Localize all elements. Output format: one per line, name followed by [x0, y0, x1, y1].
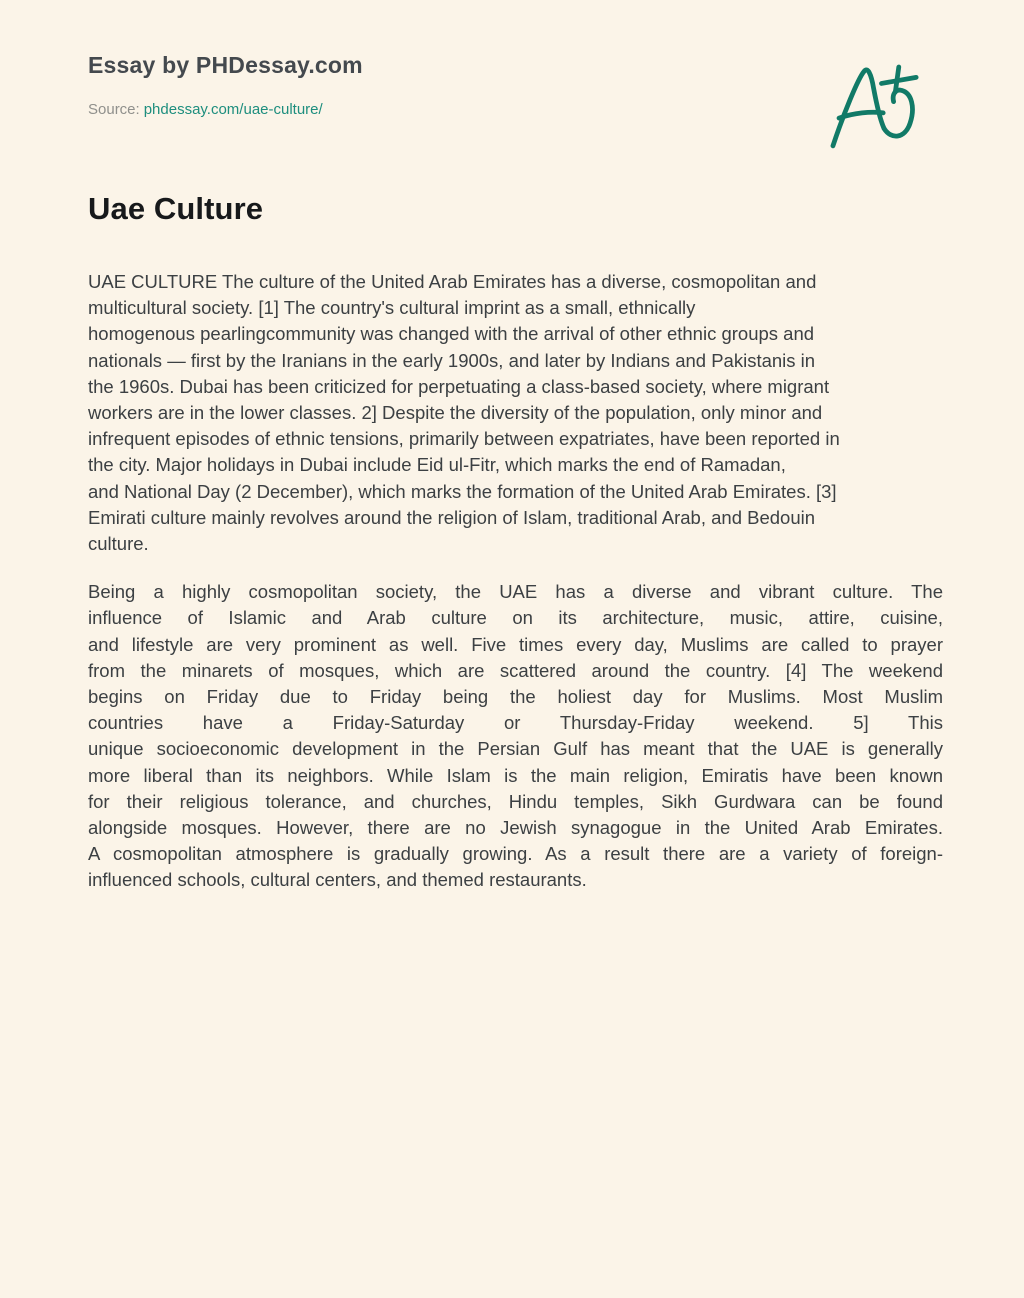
text-line: from the minarets of mosques, which are scattered around the country. [4] The weekend: [88, 659, 943, 681]
essay-paragraph-2: [88, 579, 943, 893]
text-line: more liberal than its neighbors. While Islam is the main religion, Emiratis have been known: [88, 764, 943, 786]
text-line: for their religious tolerance, and churches, Hindu temples, Sikh Gurdwara can be found: [88, 790, 943, 812]
logo-letter-a-stroke: [833, 70, 884, 146]
source-row: [88, 100, 943, 120]
text-line: Being a highly cosmopolitan society, the UAE has a diverse and vibrant culture. The: [88, 581, 943, 603]
text-line: homogenous pearlingcommunity was changed with the arrival of other ethnic groups and: [88, 323, 815, 345]
text-line: influenced schools, cultural centers, and themed restaurants.: [88, 869, 587, 891]
essay-title: Uae Culture: [88, 191, 264, 226]
text-line: the city. Major holidays in Dubai include Eid ul-Fitr, which marks the end of Ramadan,: [88, 454, 786, 476]
text-line: countries have a Friday-Saturday or Thursday-Friday weekend. 5] This: [88, 712, 943, 734]
text-line: multicultural society. [1] The country's cultural imprint as a small, ethnically: [88, 297, 696, 319]
text-line: A cosmopolitan atmosphere is gradually growing. As a result there are a variety of foreign-: [88, 843, 943, 865]
source-link[interactable]: phdessay.com/uae-culture/: [143, 101, 323, 118]
text-line: alongside mosques. However, there are no Jewish synagogue in the United Arab Emirates.: [88, 817, 943, 839]
text-line: and lifestyle are very prominent as well. Five times every day, Muslims are called to prayer: [88, 633, 943, 655]
text-line: and National Day (2 December), which marks the formation of the United Arab Emirates. [3]: [88, 480, 837, 502]
text-line: infrequent episodes of ethnic tensions, primarily between expatriates, have been reported in: [88, 428, 840, 450]
brand-title: Essay by PHDessay.com: [88, 52, 363, 78]
logo-swoosh-loop: [884, 90, 912, 136]
text-line: unique socioeconomic development in the Persian Gulf has meant that the UAE is generally: [88, 738, 943, 760]
logo-plus-horizontal: [881, 77, 916, 83]
text-line: culture.: [88, 533, 149, 555]
text-line: begins on Friday due to Friday being the holiest day for Muslims. Most Muslim: [88, 686, 943, 708]
text-line: UAE CULTURE The culture of the United Arab Emirates has a diverse, cosmopolitan and: [88, 271, 817, 292]
text-line: the 1960s. Dubai has been criticized for perpetuating a class-based society, where migrant: [88, 375, 830, 397]
text-line: influence of Islamic and Arab culture on its architecture, music, attire, cuisine,: [88, 607, 943, 629]
text-line: workers are in the lower classes. 2] Despite the diversity of the population, only minor and: [88, 402, 823, 424]
text-line: nationals — first by the Iranians in the early 1900s, and later by Indians and Pakistanis in: [88, 349, 816, 371]
source-label: Source:: [88, 101, 140, 118]
text-line: Emirati culture mainly revolves around the religion of Islam, traditional Arab, and Bedouin: [88, 506, 816, 528]
essay-paragraph-1: [88, 269, 943, 557]
phdessay-a-plus-logo-icon: [826, 56, 930, 162]
